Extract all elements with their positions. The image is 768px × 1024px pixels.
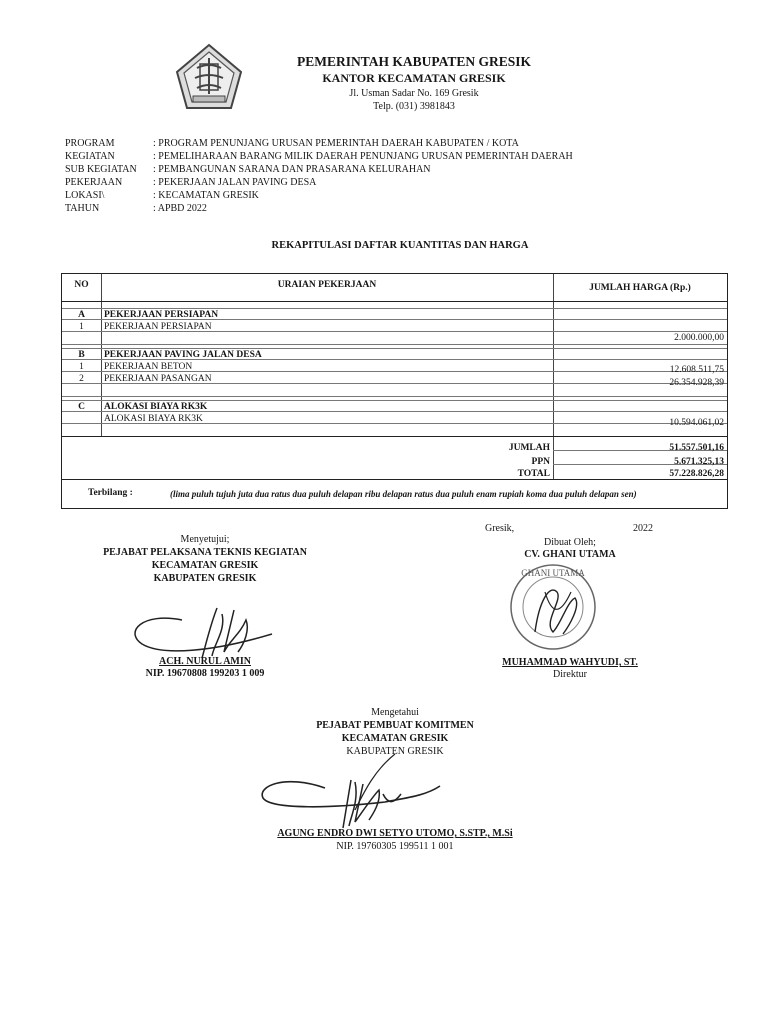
center-sign-line1: PEJABAT PEMBUAT KOMITMEN [316, 720, 474, 731]
stamp-text: GHANI UTAMA [521, 568, 585, 578]
header-government: PEMERINTAH KABUPATEN GRESIK [296, 54, 532, 69]
info-kegiatan [65, 150, 685, 163]
right-sign-intro: Dibuat Oleh; [544, 537, 596, 548]
left-sign-name: ACH. NURUL AMIN [159, 656, 251, 667]
info-value: : PEMELIHARAAN BARANG MILIK DAERAH PENUNJANG URUSAN PEMERINTAH DAERAH [153, 151, 573, 162]
row-no: 1 [79, 362, 84, 372]
header-address: Jl. Usman Sadar No. 169 Gresik [349, 88, 479, 99]
left-sign-line2: KECAMATAN GRESIK [151, 560, 259, 571]
total-value-jumlah: 51.557.501,16 [669, 443, 724, 453]
right-sign-name: MUHAMMAD WAHYUDI, ST. [502, 657, 638, 668]
row-uraian: PEKERJAAN PERSIAPAN [104, 310, 219, 320]
info-label: SUB KEGIATAN [65, 164, 137, 175]
row-uraian: PEKERJAAN BETON [104, 362, 193, 372]
left-sign-nip: NIP. 19670808 199203 1 009 [145, 668, 265, 679]
terbilang-label: Terbilang : [88, 488, 133, 498]
info-label: KEGIATAN [65, 151, 115, 162]
info-lokasi [65, 189, 685, 202]
center-sign-line3: KABUPATEN GRESIK [346, 746, 444, 757]
info-value: : PEKERJAAN JALAN PAVING DESA [153, 177, 317, 188]
info-sub-kegiatan [65, 163, 685, 176]
row-harga: 26.354.928,39 [669, 378, 724, 388]
total-label-jumlah: JUMLAH [508, 443, 550, 453]
row-uraian: ALOKASI BIAYA RK3K [104, 402, 208, 412]
right-sign-position: Direktur [553, 669, 587, 680]
info-value: : APBD 2022 [153, 203, 207, 214]
right-sign-place: Gresik, [485, 523, 515, 534]
center-sign-line2: KECAMATAN GRESIK [341, 733, 449, 744]
row-no: B [78, 350, 85, 360]
info-tahun [65, 202, 685, 215]
row-rule [62, 396, 727, 397]
info-value: : PROGRAM PENUNJANG URUSAN PEMERINTAH DAERAH KABUPATEN / KOTA [153, 138, 519, 149]
total-value-ppn: 5.671.325,13 [674, 457, 724, 467]
row-uraian: PEKERJAAN PERSIAPAN [104, 322, 212, 332]
right-sign-year: 2022 [633, 523, 653, 534]
left-sign-intro: Menyetujui; [180, 534, 230, 545]
header-no: NO [74, 280, 89, 290]
header-rule [62, 301, 727, 302]
info-label: PROGRAM [65, 138, 115, 149]
header-office: KANTOR KECAMATAN GRESIK [322, 71, 506, 85]
kabupaten-gresik-emblem-icon [173, 42, 245, 114]
row-uraian: PEKERJAAN PASANGAN [104, 374, 212, 384]
info-program [65, 137, 685, 150]
cost-recap-table [61, 273, 728, 509]
total-label-ppn: PPN [531, 457, 550, 467]
row-harga: 2.000.000,00 [674, 333, 724, 343]
center-sign-nip: NIP. 19760305 199511 1 001 [336, 841, 454, 852]
left-sign-line1: PEJABAT PELAKSANA TEKNIS KEGIATAN [103, 547, 307, 558]
total-label-total: TOTAL [517, 469, 550, 479]
body-end-rule [62, 436, 727, 437]
header-uraian: URAIAN PEKERJAAN [277, 280, 377, 290]
center-sign-name: AGUNG ENDRO DWI SETYO UTOMO, S.STP., M.Si [277, 828, 513, 839]
info-label: LOKASI\ [65, 190, 105, 201]
info-label: PEKERJAAN [65, 177, 123, 188]
row-uraian: ALOKASI BIAYA RK3K [104, 414, 203, 424]
row-no: 2 [79, 374, 84, 384]
header-phone: Telp. (031) 3981843 [373, 101, 455, 112]
row-no: C [78, 402, 85, 412]
row-harga: 12.608.511,75 [669, 365, 724, 375]
row-harga: 10.594.061,02 [669, 418, 724, 428]
info-value: : KECAMATAN GRESIK [153, 190, 259, 201]
terbilang-text: (lima puluh tujuh juta dua ratus dua puluh delapan ribu delapan ratus dua puluh enam rupiah koma dua puluh delapan sen) [170, 489, 637, 499]
row-rule [62, 344, 727, 345]
row-uraian: PEKERJAAN PAVING JALAN DESA [104, 350, 262, 360]
company-stamp-icon [505, 562, 601, 652]
left-sign-line3: KABUPATEN GRESIK [153, 573, 257, 584]
center-signature-scribble [255, 750, 445, 832]
header-jumlah-harga: JUMLAH HARGA (Rp.) [589, 283, 691, 293]
left-signature-scribble [122, 600, 282, 662]
right-sign-company: CV. GHANI UTAMA [524, 549, 616, 560]
row-no: A [78, 310, 85, 320]
info-value: : PEMBANGUNAN SARANA DAN PRASARANA KELURAHAN [153, 164, 431, 175]
center-sign-intro: Mengetahui [371, 707, 419, 718]
row-no: 1 [79, 322, 84, 332]
total-value-total: 57.228.826,28 [669, 469, 724, 479]
info-label: TAHUN [65, 203, 100, 214]
info-pekerjaan [65, 176, 685, 189]
document-title: REKAPITULASI DAFTAR KUANTITAS DAN HARGA [271, 240, 529, 251]
